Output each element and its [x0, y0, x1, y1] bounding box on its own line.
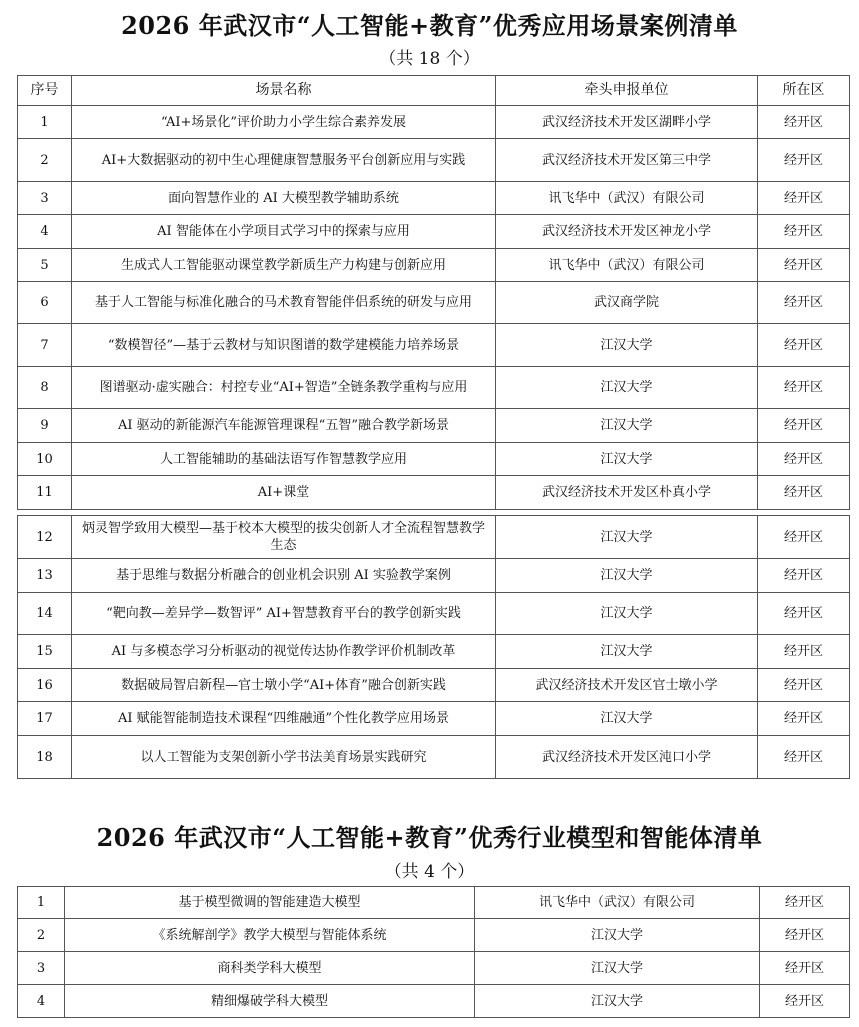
row-district: 经开区 [758, 736, 850, 779]
row-number: 2 [18, 139, 72, 182]
row-number: 12 [18, 516, 72, 559]
table-row [18, 476, 850, 510]
table-row [18, 952, 850, 985]
row-number: 1 [18, 887, 65, 919]
row-district: 经开区 [758, 516, 850, 559]
table-row [18, 593, 850, 635]
row-district: 经开区 [758, 282, 850, 324]
row-name: 人工智能辅助的基础法语写作智慧教学应用 [72, 443, 496, 476]
table-header-row [18, 76, 850, 106]
table-row [18, 324, 850, 367]
row-number: 15 [18, 635, 72, 669]
row-number: 7 [18, 324, 72, 367]
table-row [18, 559, 850, 593]
row-number: 17 [18, 702, 72, 736]
row-number: 2 [18, 919, 65, 952]
row-district: 经开区 [758, 182, 850, 215]
row-number: 8 [18, 367, 72, 409]
row-unit: 江汉大学 [475, 952, 760, 985]
row-name: 《系统解剖学》教学大模型与智能体系统 [65, 919, 475, 952]
table-row [18, 215, 850, 249]
row-unit: 武汉商学院 [496, 282, 758, 324]
row-name: “靶向教—差异学—数智评” AI+智慧教育平台的教学创新实践 [72, 593, 496, 635]
row-unit: 武汉经济技术开发区第三中学 [496, 139, 758, 182]
row-unit: 武汉经济技术开发区神龙小学 [496, 215, 758, 249]
header-lead-unit: 牵头申报单位 [496, 76, 758, 106]
row-unit: 江汉大学 [496, 516, 758, 559]
table-row [18, 443, 850, 476]
header-scene-name: 场景名称 [72, 76, 496, 106]
row-district: 经开区 [758, 702, 850, 736]
table-row [18, 516, 850, 559]
row-name: 基于思维与数据分析融合的创业机会识别 AI 实验教学案例 [72, 559, 496, 593]
row-unit: 武汉经济技术开发区官士墩小学 [496, 669, 758, 702]
row-name: 面向智慧作业的 AI 大模型教学辅助系统 [72, 182, 496, 215]
row-district: 经开区 [758, 593, 850, 635]
table-row [18, 919, 850, 952]
row-district: 经开区 [758, 669, 850, 702]
row-district: 经开区 [758, 215, 850, 249]
table-row [18, 669, 850, 702]
row-name: AI 与多模态学习分析驱动的视觉传达协作教学评价机制改革 [72, 635, 496, 669]
row-unit: 江汉大学 [496, 443, 758, 476]
row-unit: 江汉大学 [496, 367, 758, 409]
row-name: 生成式人工智能驱动课堂教学新质生产力构建与创新应用 [72, 249, 496, 282]
row-number: 13 [18, 559, 72, 593]
row-unit: 讯飞华中（武汉）有限公司 [496, 249, 758, 282]
row-unit: 武汉经济技术开发区朴真小学 [496, 476, 758, 510]
table-row [18, 887, 850, 919]
table-row [18, 635, 850, 669]
row-district: 经开区 [758, 476, 850, 510]
table-row [18, 106, 850, 139]
row-unit: 武汉经济技术开发区沌口小学 [496, 736, 758, 779]
table-row [18, 182, 850, 215]
table-row [18, 702, 850, 736]
row-district: 经开区 [760, 887, 850, 919]
row-number: 16 [18, 669, 72, 702]
row-number: 3 [18, 182, 72, 215]
row-district: 经开区 [760, 985, 850, 1018]
table-row [18, 736, 850, 779]
table-row [18, 139, 850, 182]
row-unit: 江汉大学 [496, 324, 758, 367]
row-unit: 江汉大学 [496, 409, 758, 443]
table-row [18, 249, 850, 282]
row-name: 炳灵智学致用大模型—基于校本大模型的拔尖创新人才全流程智慧教学生态 [72, 516, 496, 559]
row-district: 经开区 [758, 409, 850, 443]
row-district: 经开区 [760, 919, 850, 952]
row-number: 5 [18, 249, 72, 282]
row-number: 11 [18, 476, 72, 510]
row-name: “AI+场景化”评价助力小学生综合素养发展 [72, 106, 496, 139]
table-row [18, 409, 850, 443]
row-number: 4 [18, 985, 65, 1018]
row-number: 1 [18, 106, 72, 139]
row-district: 经开区 [758, 139, 850, 182]
header-number: 序号 [18, 76, 72, 106]
row-district: 经开区 [760, 952, 850, 985]
list1-title: 2026 年武汉市“人工智能+教育”优秀应用场景案例清单 [121, 11, 738, 40]
row-name: 商科类学科大模型 [65, 952, 475, 985]
row-number: 14 [18, 593, 72, 635]
header-district: 所在区 [758, 76, 850, 106]
row-number: 4 [18, 215, 72, 249]
row-unit: 江汉大学 [496, 702, 758, 736]
row-name: “数模智径”—基于云教材与知识图谱的数学建模能力培养场景 [72, 324, 496, 367]
row-name: 图谱驱动·虚实融合：村控专业“AI+智造”全链条教学重构与应用 [72, 367, 496, 409]
row-unit: 江汉大学 [496, 593, 758, 635]
row-district: 经开区 [758, 559, 850, 593]
row-name: 以人工智能为支架创新小学书法美育场景实践研究 [72, 736, 496, 779]
row-number: 18 [18, 736, 72, 779]
models-table [17, 886, 850, 1018]
row-number: 6 [18, 282, 72, 324]
row-unit: 江汉大学 [496, 559, 758, 593]
row-district: 经开区 [758, 106, 850, 139]
row-name: 精细爆破学科大模型 [65, 985, 475, 1018]
row-name: AI 智能体在小学项目式学习中的探索与应用 [72, 215, 496, 249]
row-unit: 讯飞华中（武汉）有限公司 [496, 182, 758, 215]
row-district: 经开区 [758, 249, 850, 282]
row-name: 数据破局智启新程—官士墩小学“AI+体育”融合创新实践 [72, 669, 496, 702]
row-name: AI+课堂 [72, 476, 496, 510]
row-name: 基于人工智能与标准化融合的马术教育智能伴侣系统的研发与应用 [72, 282, 496, 324]
row-name: AI 赋能智能制造技术课程“四维融通”个性化教学应用场景 [72, 702, 496, 736]
row-name: AI 驱动的新能源汽车能源管理课程“五智”融合教学新场景 [72, 409, 496, 443]
row-district: 经开区 [758, 635, 850, 669]
row-number: 3 [18, 952, 65, 985]
row-name: 基于模型微调的智能建造大模型 [65, 887, 475, 919]
row-unit: 武汉经济技术开发区湖畔小学 [496, 106, 758, 139]
row-district: 经开区 [758, 443, 850, 476]
cases-table [17, 75, 850, 779]
row-district: 经开区 [758, 367, 850, 409]
row-district: 经开区 [758, 324, 850, 367]
row-unit: 江汉大学 [475, 919, 760, 952]
row-unit: 江汉大学 [496, 635, 758, 669]
row-unit: 江汉大学 [475, 985, 760, 1018]
table-row [18, 367, 850, 409]
row-unit: 讯飞华中（武汉）有限公司 [475, 887, 760, 919]
row-number: 10 [18, 443, 72, 476]
list2-subtitle: （共 4 个） [384, 862, 475, 882]
table-row [18, 282, 850, 324]
row-number: 9 [18, 409, 72, 443]
list1-subtitle: （共 18 个） [379, 49, 480, 69]
list2-title: 2026 年武汉市“人工智能+教育”优秀行业模型和智能体清单 [96, 823, 763, 852]
row-name: AI+大数据驱动的初中生心理健康智慧服务平台创新应用与实践 [72, 139, 496, 182]
table-row [18, 985, 850, 1018]
